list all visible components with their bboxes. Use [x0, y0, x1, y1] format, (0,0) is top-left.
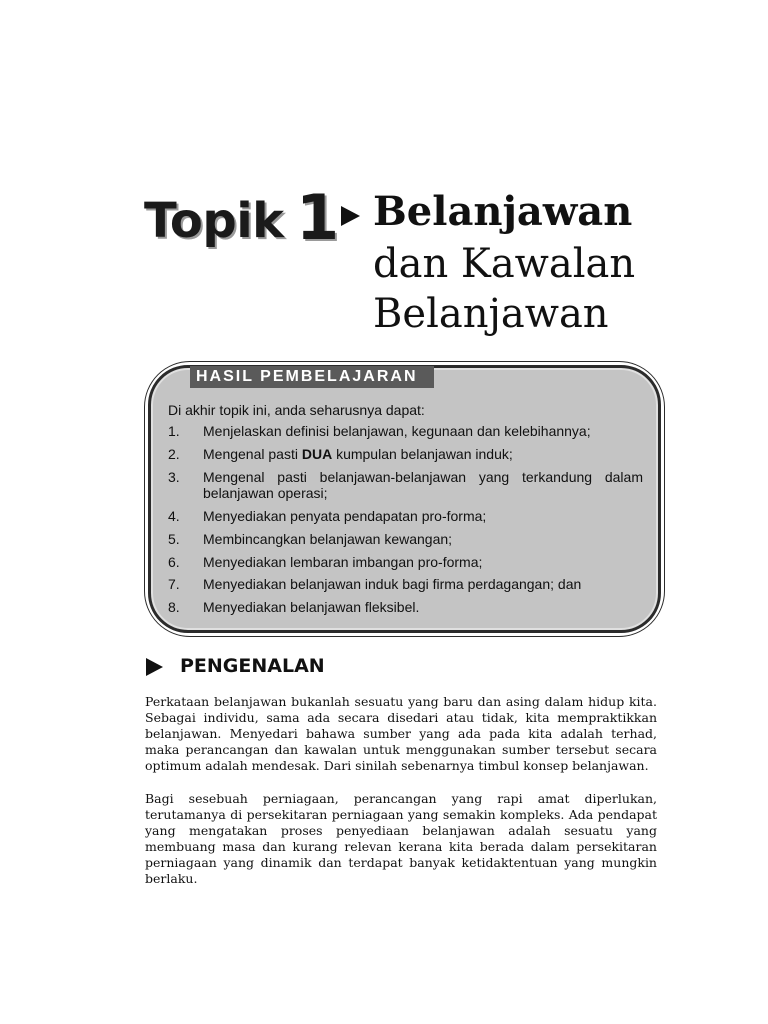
list-item-text-end: kumpulan belanjawan induk; — [332, 446, 513, 462]
list-item-text — [203, 446, 643, 462]
list-item-number: 4. — [168, 508, 180, 524]
topic-number: 1 — [296, 181, 340, 254]
list-item-number: 7. — [168, 576, 180, 592]
list-item-text: Menyediakan belanjawan induk bagi firma perdagangan; dan — [203, 576, 582, 592]
list-item-text-line-2: belanjawan operasi; — [203, 485, 328, 501]
list-item-number: 2. — [168, 446, 180, 462]
list-item-number: 5. — [168, 531, 180, 547]
list-item-text-start: Mengenal pasti — [203, 446, 302, 462]
emphasis-text: DUA — [301, 446, 333, 462]
chapter-title-line-2: dan Kawalan — [373, 241, 636, 287]
learning-outcomes-label: HASIL PEMBELAJARAN — [190, 366, 434, 388]
list-item-text-line-1: Mengenal pasti belanjawan-belanjawan yang terkandung dalam — [203, 469, 643, 485]
arrow-right-icon — [146, 658, 163, 676]
list-item-number: 3. — [168, 469, 180, 485]
list-item-number: 6. — [168, 554, 180, 570]
list-item-text: Menyediakan lembaran imbangan pro-forma; — [203, 554, 483, 570]
learning-outcomes-intro: Di akhir topik ini, anda seharusnya dapat: — [168, 402, 425, 418]
chapter-title-line-3: Belanjawan — [373, 291, 609, 337]
list-item-text: Menyediakan belanjawan fleksibel. — [203, 599, 420, 615]
arrow-right-icon — [341, 206, 360, 226]
list-item-text: Membincangkan belanjawan kewangan; — [203, 531, 453, 547]
list-item-number: 1. — [168, 423, 180, 439]
body-paragraph: Perkataan belanjawan bukanlah sesuatu yang baru dan asing dalam hidup kita. Sebagai individu, sama ada secara disedari atau tidak, kita mempraktikkan belanjawan. Menyedari bahawa sumber yang ada pada kita adalah terhad, maka perancangan dan kawalan untuk menggunakan sumber tersebut secara optimum adalah mendesak. Dari sinilah sebenarnya timbul konsep belanjawan. — [145, 694, 657, 773]
list-item-text: Menyediakan penyata pendapatan pro-forma; — [203, 508, 487, 524]
body-paragraph: Bagi sesebuah perniagaan, perancangan yang rapi amat diperlukan, terutamanya di persekitaran perniagaan yang semakin kompleks. Ada pendapat yang mengatakan proses penyediaan belanjawan adalah sesuatu yang membuang masa dan kurang relevan kerana kita berada dalam persekitaran perniagaan yang dinamik dan terdapat banyak ketidaktentuan yang mungkin berlaku. — [145, 791, 657, 886]
topic-label: Topik — [144, 193, 284, 249]
section-heading: PENGENALAN — [180, 655, 325, 677]
chapter-title-line-1: Belanjawan — [373, 188, 633, 235]
list-item-number: 8. — [168, 599, 180, 615]
list-item-text: Menjelaskan definisi belanjawan, kegunaan dan kelebihannya; — [203, 423, 591, 439]
list-item-text — [203, 469, 643, 501]
